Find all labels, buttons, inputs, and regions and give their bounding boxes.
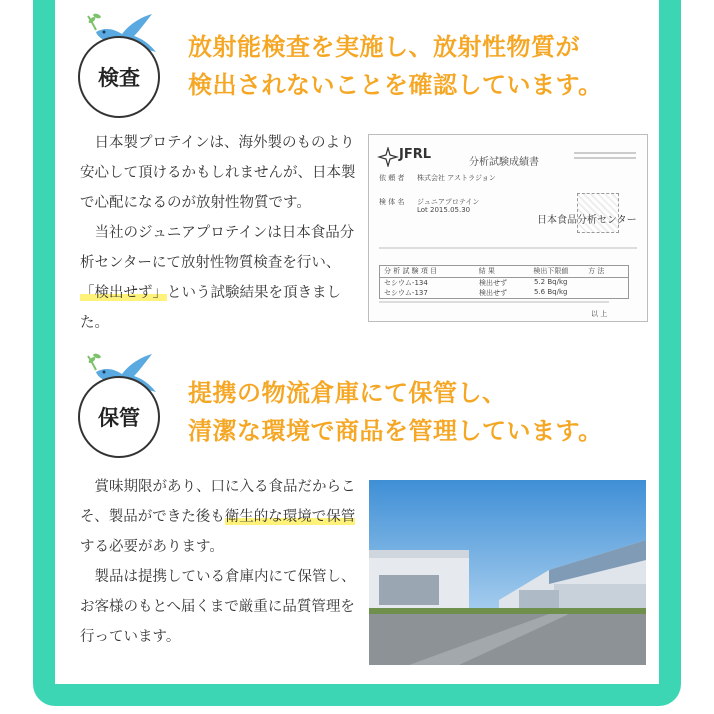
table-cell: 検出せず: [479, 279, 507, 287]
storage-headline-line2: 清潔な環境で商品を管理しています。: [188, 417, 603, 445]
table-row: [380, 288, 628, 298]
storage-paragraph-1: [80, 472, 358, 562]
storage-badge-group: [78, 348, 168, 448]
inspection-description: [80, 128, 358, 338]
table-header-result: 結 果: [478, 267, 495, 275]
sample-label: 検 体 名: [379, 198, 405, 206]
inspection-paragraph-2-pre: 当社のジュニアプロテインは日本食品分析センターにて放射性物質検査を行い、: [80, 225, 355, 271]
inspection-badge-group: [78, 8, 168, 108]
storage-badge: 保管: [78, 376, 160, 458]
result-table: [379, 265, 629, 299]
inspection-badge: 検査: [78, 36, 160, 118]
storage-paragraph-1-post: する必要があります。: [80, 539, 224, 555]
certificate-text-line: [379, 247, 637, 249]
client-label: 依 頼 者: [379, 174, 405, 182]
storage-paragraph-2: 製品は提携している倉庫内にて保管し、お客様のもとへ届くまで厳重に品質管理を行っています。: [80, 569, 356, 645]
table-cell: 5.6 Bq/kg: [534, 288, 568, 296]
table-cell: 5.2 Bq/kg: [534, 278, 568, 286]
certificate-ref-lines: [574, 149, 636, 169]
table-cell: セシウム-134: [384, 279, 428, 287]
sample-lot: Lot 2015.05.30: [417, 206, 471, 214]
storage-headline: [188, 374, 603, 450]
inspection-headline-line2: 検出されないことを確認しています。: [188, 71, 603, 99]
inspection-headline-line1: 放射能検査を実施し、放射性物質が: [188, 33, 580, 61]
certificate-org: 日本食品分析センター: [537, 215, 637, 226]
inspection-highlight: 「検出せず」: [80, 285, 167, 301]
client-name: 株式会社 アストラジョン: [417, 174, 496, 182]
storage-highlight: 衛生的な環境で保管: [224, 509, 356, 525]
analysis-certificate-image: [368, 134, 648, 322]
certificate-end: 以 上: [591, 310, 608, 318]
warehouse-photo-illustration: [369, 480, 646, 665]
table-header-method: 方 法: [588, 267, 605, 275]
certificate-text-line: [379, 301, 609, 303]
certificate-title: 分析試験成績書: [469, 157, 539, 168]
warehouse-photo: [369, 480, 646, 665]
inspection-headline: [188, 28, 603, 104]
inspection-paragraph-1: 日本製プロテインは、海外製のものより安心して頂けるかもしれませんが、日本製で心配になるのが放射性物質です。: [80, 135, 356, 211]
storage-headline-line1: 提携の物流倉庫にて保管し、: [188, 379, 507, 407]
inspection-paragraph-2: [80, 218, 358, 338]
jfrl-logo-icon: [377, 147, 399, 167]
storage-paragraph-1-pre: 賞味期限があり、口に入る食品だからこそ、製品ができた後も: [80, 479, 356, 525]
table-header-item: 分 析 試 験 項 目: [384, 267, 438, 275]
inspection-paragraph-2-post: という試験結果を頂きました。: [80, 285, 341, 331]
table-header-limit: 検出下限値: [533, 267, 569, 275]
storage-description: [80, 472, 358, 652]
table-cell: セシウム-137: [384, 289, 428, 297]
table-cell: 検出せず: [479, 289, 507, 297]
table-row: [380, 278, 628, 288]
sample-name: ジュニアプロテイン: [417, 198, 480, 206]
jfrl-logo-text: JFRL: [399, 147, 432, 162]
